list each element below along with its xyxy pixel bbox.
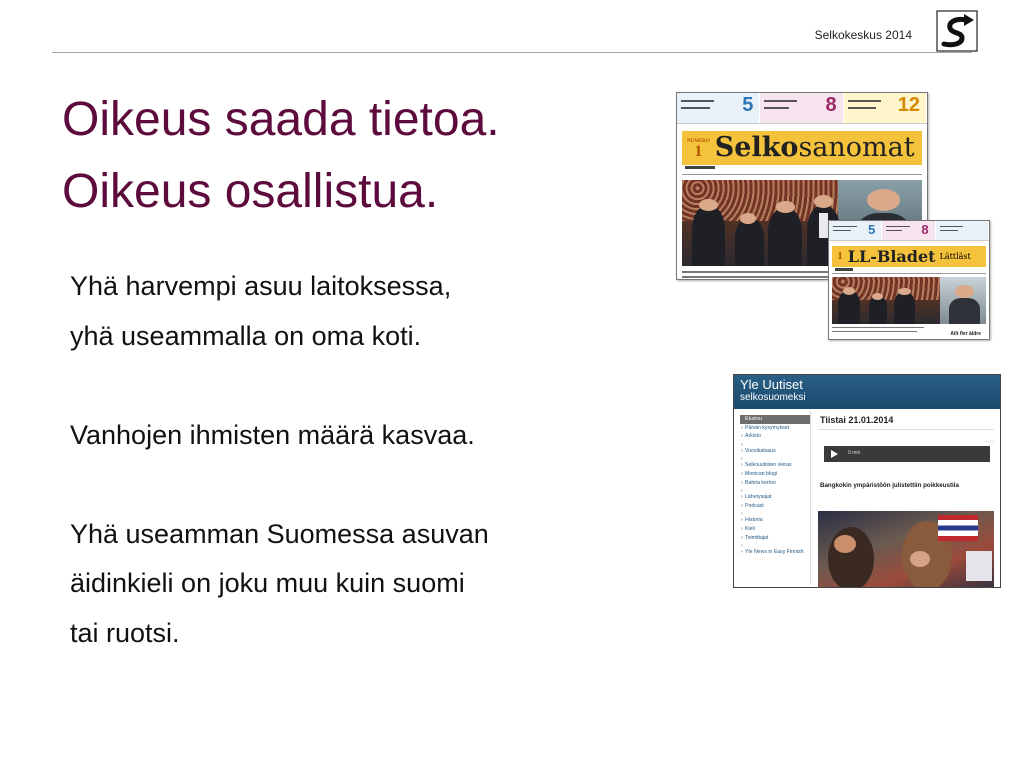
newspaper-name: Selkosanomat — [714, 132, 915, 164]
title-line-2: Oikeus osallistua. — [62, 165, 439, 218]
header-divider — [52, 52, 972, 53]
yle-nav-item[interactable]: › Selkouutisten vieras — [740, 461, 810, 470]
teaser-strip — [829, 221, 989, 241]
teaser-number: 8 — [825, 94, 837, 116]
body-line: tai ruotsi. — [70, 617, 180, 648]
body-line: Yhä harvempi asuu laitoksessa, — [70, 271, 452, 301]
masthead — [682, 131, 922, 164]
yle-nav — [740, 411, 811, 585]
title-line-1: Oikeus saada tietoa. — [62, 93, 500, 146]
body-line: äidinkieli on joku muu kuin suomi — [70, 568, 465, 598]
audio-player[interactable] — [824, 446, 990, 462]
play-icon[interactable] — [831, 450, 838, 458]
yle-main — [818, 413, 994, 489]
yle-headline[interactable]: Bangkokin ympäristöön julistettiin poikkeustila — [820, 482, 959, 489]
yle-uutiset-screenshot — [733, 374, 1001, 588]
yle-nav-item[interactable]: › Podcast — [740, 502, 810, 511]
front-page-footer: Allt fler äldre — [950, 331, 981, 337]
yle-timestamp: — — — [984, 438, 994, 443]
yle-nav-item[interactable]: › Monican blogi — [740, 470, 810, 479]
body-line: Yhä useamman Suomessa asuvan — [70, 518, 489, 549]
yle-nav-item[interactable]: › Toimittajat — [740, 534, 810, 543]
yle-nav-item[interactable]: › Yle News in Easy Finnish — [740, 548, 810, 557]
yle-date: Tiistai 21.01.2014 — [818, 413, 994, 430]
yle-nav-item[interactable]: › Vuosikatsaus — [740, 447, 810, 456]
newspaper-tag: Lättläst — [939, 251, 971, 261]
yle-brand: Yle Uutiset — [740, 377, 803, 392]
issue-badge: 1 — [837, 250, 843, 263]
yle-nav-item[interactable]: › Lähetysajat — [740, 493, 810, 502]
teaser-strip — [677, 93, 927, 124]
newspaper-name: LL-Bladet — [847, 246, 936, 266]
teaser-number: 12 — [897, 94, 920, 116]
issue-badge: NUMERO 1 — [687, 138, 710, 160]
teaser-number: 8 — [921, 222, 929, 237]
yle-nav-item[interactable]: › Bahria kertoo — [740, 479, 810, 488]
header-organization: Selkokeskus 2014 — [814, 28, 912, 42]
masthead — [832, 246, 986, 267]
yle-news-photo — [818, 511, 994, 587]
yle-nav-item[interactable]: › Historia — [740, 516, 810, 525]
teaser-number: 5 — [742, 94, 754, 116]
teaser-number: 5 — [868, 222, 876, 237]
yle-subtitle: selkosuomeksi — [740, 392, 806, 403]
yle-nav-item[interactable]: › Arkisto — [740, 432, 810, 441]
body-line: Vanhojen ihmisten määrä kasvaa. — [70, 419, 475, 450]
player-time: 0 min — [848, 450, 861, 456]
slide-body — [70, 262, 489, 658]
body-line: yhä useammalla on oma koti. — [70, 320, 422, 351]
yle-nav-item[interactable]: › Päivän kysymykset — [740, 424, 810, 433]
slide-title — [62, 84, 500, 228]
ll-bladet-front-page — [828, 220, 990, 340]
yle-nav-item[interactable]: › Kieli — [740, 525, 810, 534]
yle-header — [734, 375, 1000, 409]
yle-nav-item[interactable]: › Etusivu — [740, 415, 810, 424]
front-page-photo — [832, 277, 986, 324]
selkokeskus-logo-icon — [936, 10, 978, 52]
